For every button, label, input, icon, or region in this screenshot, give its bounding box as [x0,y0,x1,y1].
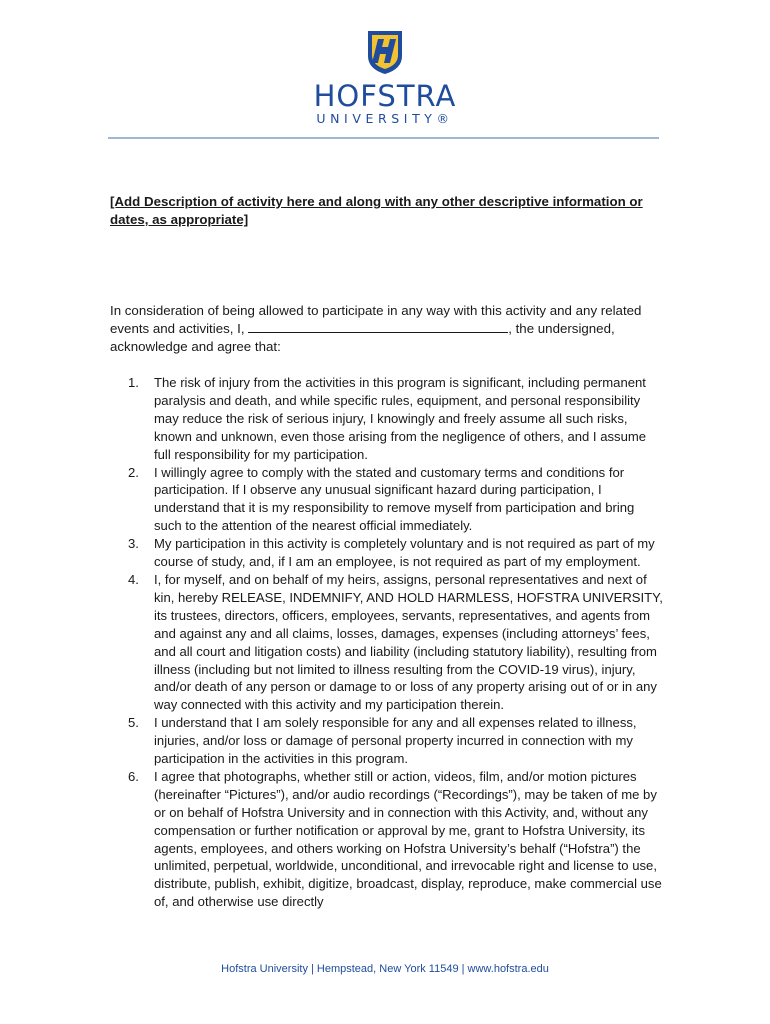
hofstra-logo [0,28,770,126]
clause-number: 5. [128,715,139,731]
list-item [110,714,665,768]
page-footer: Hofstra University | Hempstead, New York 11549 | www.hofstra.edu [221,963,549,975]
clause-number: 1. [128,375,139,390]
list-item [110,571,665,714]
list-item [110,768,665,911]
list-item [110,464,665,536]
header-divider [108,137,659,139]
brand-subtitle: UNIVERSITY® [316,111,454,126]
intro-text-after: , the undersigned, acknowledge and agree that: [110,321,615,354]
clause-number: 4. [128,571,139,587]
clause-text: I understand that I am solely responsible for any and all expenses related to illness, injuries, and/or loss or damage of personal property incurred in connection with my participation in the activities in this program. [154,715,637,767]
clause-number: 2. [128,464,139,480]
clause-number: 3. [128,536,139,552]
brand-name: HOFSTRA [313,79,457,113]
activity-description-heading: [Add Description of activity here and along with any other descriptive information or dates, as appropriate] [110,194,643,227]
intro-text-before: In consideration of being allowed to participate in any way with this activity and any related events and activities, I, [110,303,642,336]
name-blank-line[interactable] [248,320,508,333]
clause-text: I willingly agree to comply with the stated and customary terms and conditions for participation. If I observe any unusual significant hazard during participation, I understand that it is my responsibility to remove myself from participation and bring such to the attention of the nearest official immediately. [154,464,635,534]
clause-text: I agree that photographs, whether still or action, videos, film, and/or motion pictures (hereinafter “Pictures”), and/or audio recordings (“Recordings”), may be taken of me by or on behalf of Hofstra University and in connection with this Activity, and, without any compensation or further notification or approval by me, grant to Hofstra University, its agents, employees, and others working on Hofstra University’s behalf (“Hofstra”) the unlimited, perpetual, worldwide, unconditional, and irrevocable right and license to use, distribute, publish, exhibit, digitize, broadcast, display, reproduce, make commercial use of, and otherwise use directly [154,768,662,910]
clause-text: My participation in this activity is completely voluntary and is not required as part of my course of study, and, if I am an employee, is not required as part of my employment. [154,536,655,570]
clause-text: The risk of injury from the activities in this program is significant, including permanent paralysis and death, and while specific rules, equipment, and personal responsibility may reduce the risk of serious injury, I knowingly and freely assume all such risks, known and unknown, even those arising from the negligence of others, and I assume full responsibility for my participation. [154,375,647,462]
clause-number: 6. [128,768,139,784]
list-item [110,374,665,464]
clause-text: I, for myself, and on behalf of my heirs, assigns, personal representatives and next of kin, hereby RELEASE, INDEMNIFY, AND HOLD HARMLESS, HOFSTRA UNIVERSITY, its trustees, directors, officers, employees, servants, representatives, and agents from and against any and all claims, losses, damages, expenses (including attorneys’ fees, and all court and litigation costs) and liability (including statutory liability), resulting from illness (including but not limited to illness resulting from the COVID-19 virus), injury, and/or death of any person or damage to or loss of any property arising out of or in any way connected with this activity and my participation therein. [154,571,663,713]
shield-icon [365,28,405,76]
intro-paragraph [110,302,670,356]
agreement-clauses [110,374,665,911]
list-item [110,535,665,571]
